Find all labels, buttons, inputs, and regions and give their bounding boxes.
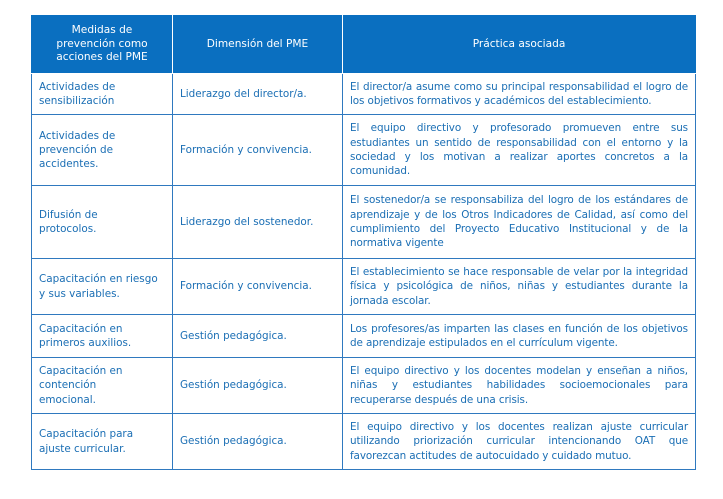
cell-medida <box>32 358 173 414</box>
cell-dimension: Gestión pedagógica. <box>173 315 343 358</box>
table-row <box>32 259 696 315</box>
table-row <box>32 186 696 259</box>
cell-medida: Capacitación para ajuste curricular. <box>32 414 173 470</box>
cell-medida-text: Capacitación en contención emocional. <box>39 365 123 406</box>
pme-prevention-table <box>31 15 696 470</box>
table-row <box>32 358 696 414</box>
cell-practica: El equipo directivo y los docentes realizan ajuste curricular utilizando priorización curricular intencionando OAT que favorezcan actitudes de autocuidado y cuidado mutuo. <box>343 414 696 470</box>
cell-medida: Capacitación en riesgo y sus variables. <box>32 259 173 315</box>
table-row <box>32 74 696 115</box>
table-header-row <box>32 16 696 74</box>
cell-medida <box>32 186 173 259</box>
cell-medida: Capacitación en primeros auxilios. <box>32 315 173 358</box>
cell-dimension: Liderazgo del sostenedor. <box>173 186 343 259</box>
header-medidas-text: Medidas de prevención como acciones del PME <box>56 24 148 64</box>
cell-practica: El director/a asume como su principal responsabilidad el logro de los objetivos formativos y académicos del establecimiento. <box>343 74 696 115</box>
cell-practica: Los profesores/as imparten las clases en función de los objetivos de aprendizaje estipulados en el currículum vigente. <box>343 315 696 358</box>
cell-practica: El equipo directivo y los docentes modelan y enseñan a niños, niñas y estudiantes habilidades socioemocionales para recuperarse después de una crisis. <box>343 358 696 414</box>
cell-medida-text: Difusión de protocolos. <box>39 208 98 235</box>
cell-medida: Actividades de sensibilización <box>32 74 173 115</box>
header-medidas <box>32 16 173 74</box>
header-practica: Práctica asociada <box>343 16 696 74</box>
cell-dimension: Formación y convivencia. <box>173 259 343 315</box>
cell-medida-text: Actividades de prevención de accidentes. <box>39 129 116 171</box>
cell-medida <box>32 115 173 186</box>
cell-practica: El equipo directivo y profesorado promueven entre sus estudiantes un sentido de responsabilidad con el entorno y la sociedad y los motivan a realizar aportes concretos a la comunidad. <box>343 115 696 186</box>
table-row <box>32 115 696 186</box>
cell-dimension: Gestión pedagógica. <box>173 358 343 414</box>
cell-dimension: Gestión pedagógica. <box>173 414 343 470</box>
table-row <box>32 414 696 470</box>
cell-practica: El establecimiento se hace responsable de velar por la integridad física y psicológica de niños, niñas y estudiantes durante la jornada escolar. <box>343 259 696 315</box>
table-row <box>32 315 696 358</box>
cell-practica: El sostenedor/a se responsabiliza del logro de los estándares de aprendizaje y de los Otros Indicadores de Calidad, así como del cumplimiento del Proyecto Educativo Institucional y de la normativa vigente <box>343 186 696 259</box>
header-dimension: Dimensión del PME <box>173 16 343 74</box>
cell-dimension: Liderazgo del director/a. <box>173 74 343 115</box>
cell-dimension: Formación y convivencia. <box>173 115 343 186</box>
